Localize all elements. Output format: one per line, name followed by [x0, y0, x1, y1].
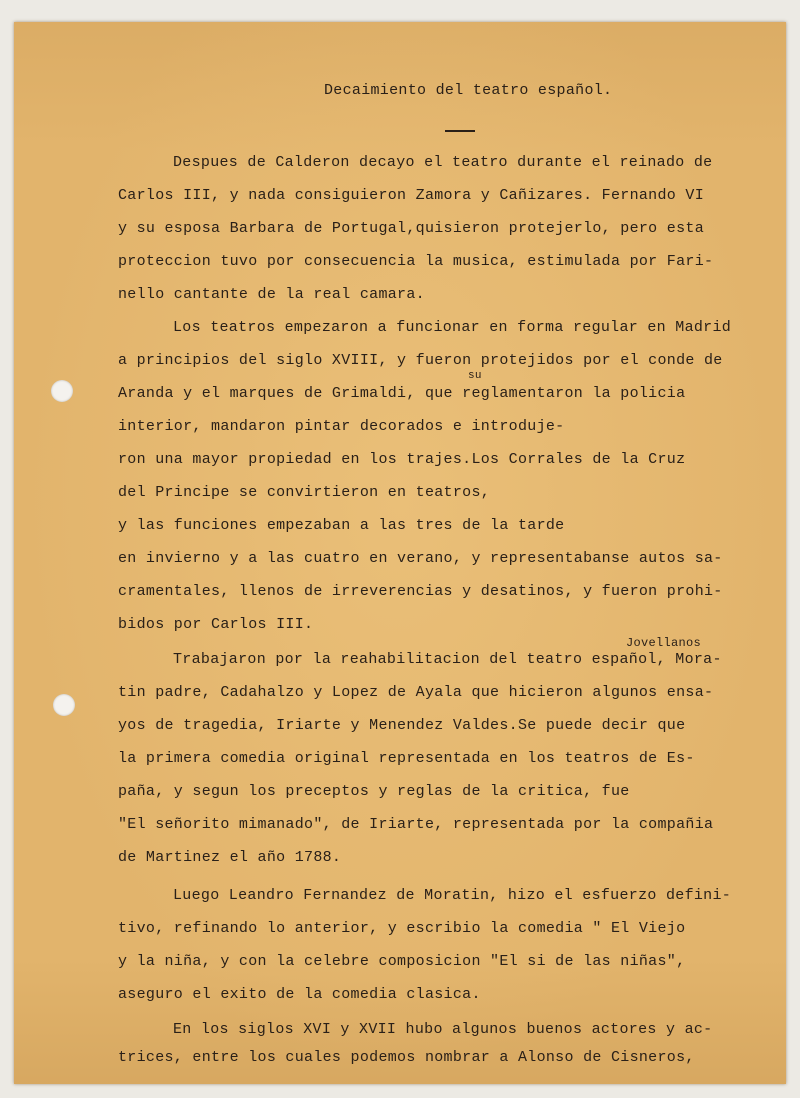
text-line: aseguro el exito de la comedia clasica.: [118, 986, 481, 1003]
text-line: Trabajaron por la reahabilitacion del teatro español, Mora-: [173, 651, 722, 668]
title-separator: [445, 130, 475, 132]
text-line: y la niña, y con la celebre composicion "El si de las niñas",: [118, 953, 686, 970]
text-line: Carlos III, y nada consiguieron Zamora y Cañizares. Fernando VI: [118, 187, 704, 204]
text-line: Aranda y el marques de Grimaldi, que reglamentaron la policia: [118, 385, 686, 402]
interlinear-correction: Jovellanos: [626, 636, 702, 650]
text-line: Despues de Calderon decayo el teatro durante el reinado de: [173, 154, 713, 171]
text-line: y su esposa Barbara de Portugal,quisieron protejerlo, pero esta: [118, 220, 704, 237]
text-line: y las funciones empezaban a las tres de la tarde: [118, 517, 565, 534]
text-line: a principios del siglo XVIII, y fueron protejidos por el conde de: [118, 352, 723, 369]
document-page: [14, 22, 786, 1084]
text-line: trices, entre los cuales podemos nombrar a Alonso de Cisneros,: [118, 1049, 695, 1066]
text-line: Luego Leandro Fernandez de Moratin, hizo el esfuerzo defini-: [173, 887, 732, 904]
text-line: En los siglos XVI y XVII hubo algunos buenos actores y ac-: [173, 1021, 713, 1038]
punch-hole: [51, 380, 73, 402]
text-line: interior, mandaron pintar decorados e introduje-: [118, 418, 565, 435]
text-line: ron una mayor propiedad en los trajes.Los Corrales de la Cruz: [118, 451, 686, 468]
text-line: nello cantante de la real camara.: [118, 286, 425, 303]
text-line: de Martinez el año 1788.: [118, 849, 342, 866]
text-line: Los teatros empezaron a funcionar en forma regular en Madrid: [173, 319, 732, 336]
text-line: bidos por Carlos III.: [118, 616, 314, 633]
text-line: paña, y segun los preceptos y reglas de la critica, fue: [118, 783, 630, 800]
text-line: yos de tragedia, Iriarte y Menendez Valdes.Se puede decir que: [118, 717, 686, 734]
text-line: tin padre, Cadahalzo y Lopez de Ayala que hicieron algunos ensa-: [118, 684, 714, 701]
interlinear-correction: su: [468, 370, 482, 382]
document-title: Decaimiento del teatro español.: [324, 82, 613, 99]
text-line: en invierno y a las cuatro en verano, y representabanse autos sa-: [118, 550, 723, 567]
text-line: "El señorito mimanado", de Iriarte, representada por la compañia: [118, 816, 714, 833]
text-line: del Principe se convirtieron en teatros,: [118, 484, 491, 501]
punch-hole: [53, 694, 75, 716]
text-line: proteccion tuvo por consecuencia la musica, estimulada por Fari-: [118, 253, 714, 270]
text-line: la primera comedia original representada en los teatros de Es-: [118, 750, 695, 767]
text-line: tivo, refinando lo anterior, y escribio la comedia " El Viejo: [118, 920, 686, 937]
text-line: cramentales, llenos de irreverencias y desatinos, y fueron prohi-: [118, 583, 723, 600]
